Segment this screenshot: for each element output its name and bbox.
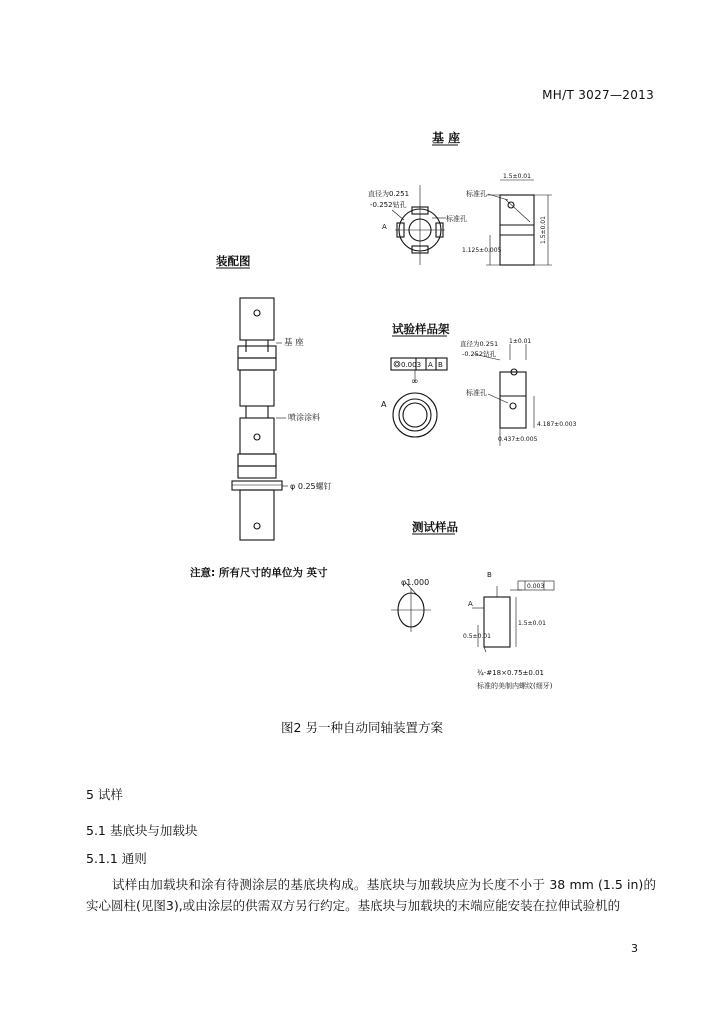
section-5-1-1-title: 5.1.1 通则 [86, 851, 147, 866]
holder-dim-top: 1±0.01 [509, 338, 532, 345]
section-5-1-title: 5.1 基底块与加载块 [86, 823, 198, 838]
standard-number: MH/T 3027—2013 [542, 88, 654, 102]
specimen-dim-l: 0.5±0.01 [463, 633, 491, 640]
assembly-base-label: 基 座 [284, 338, 304, 348]
units-note: 注意: 所有尺寸的单位为 英寸 [190, 567, 328, 579]
assembly-drawing [232, 298, 288, 540]
page-number: 3 [631, 942, 638, 955]
assembly-bolt-label: φ 0.25螺钉 [290, 482, 332, 491]
specimen-datum-b: B [487, 571, 492, 579]
base-dim-h: 1.5±0.01 [540, 216, 547, 244]
holder-dim-low: 0.437±0.005 [498, 436, 538, 443]
holder-datum-a-frame: A [428, 361, 433, 369]
holder-title: 试验样品架 [392, 322, 450, 336]
base-std-hole-label: 标准孔 [446, 215, 467, 223]
specimen-dim-r: 1.5±0.01 [518, 620, 546, 627]
holder-drawing [391, 344, 534, 446]
specimen-tol-frame: 0.003 [527, 583, 545, 590]
base-tol-label: -0.252钻孔 [370, 201, 407, 209]
base-std-hole2-label: 标准孔 [466, 190, 487, 198]
assembly-title: 装配图 [216, 254, 251, 268]
figure-caption: 图2 另一种自动同轴装置方案 [281, 720, 443, 735]
section-5-title: 5 试样 [86, 787, 123, 802]
holder-dia-label: 直径为0.251 [460, 340, 499, 348]
holder-tol-value: 0.003 [401, 361, 422, 369]
specimen-dia: φ1.000 [401, 578, 430, 587]
base-dia-label: 直径为0.251 [368, 190, 410, 198]
holder-std-hole-label: 标准孔 [466, 389, 487, 397]
assembly-spray-label: 喷涂涂料 [288, 413, 320, 422]
holder-datum-b-frame: B [438, 361, 443, 369]
base-dim-top: 1.5±0.01 [503, 173, 531, 180]
specimen-thread-note: 标准的美制内螺纹(细牙) [477, 682, 553, 690]
base-datum-a: A [382, 223, 387, 231]
holder-dim-r: 4.187±0.003 [537, 421, 577, 428]
holder-tol-label: -0.252钻孔 [462, 350, 496, 358]
specimen-drawing [391, 581, 554, 652]
specimen-datum-a: A [468, 600, 473, 608]
base-title: 基 座 [432, 131, 461, 145]
specimen-title: 测试样品 [412, 520, 458, 534]
base-dim-low: 1.125±0.005 [462, 247, 502, 254]
holder-datum-a: A [381, 400, 387, 409]
specimen-thread: ¾-#18×0.75±0.01 [477, 669, 544, 677]
body-paragraph: 试样由加载块和涂有待测涂层的基底块构成。基底块与加载块应为长度不小于 38 mm (1.5 in)的实心圆柱(见图3),或由涂层的供需双方另行约定。基底块与加载块的末端应能安装在拉伸试验机的 [86, 877, 656, 913]
holder-infinity: ∞ [411, 377, 419, 387]
